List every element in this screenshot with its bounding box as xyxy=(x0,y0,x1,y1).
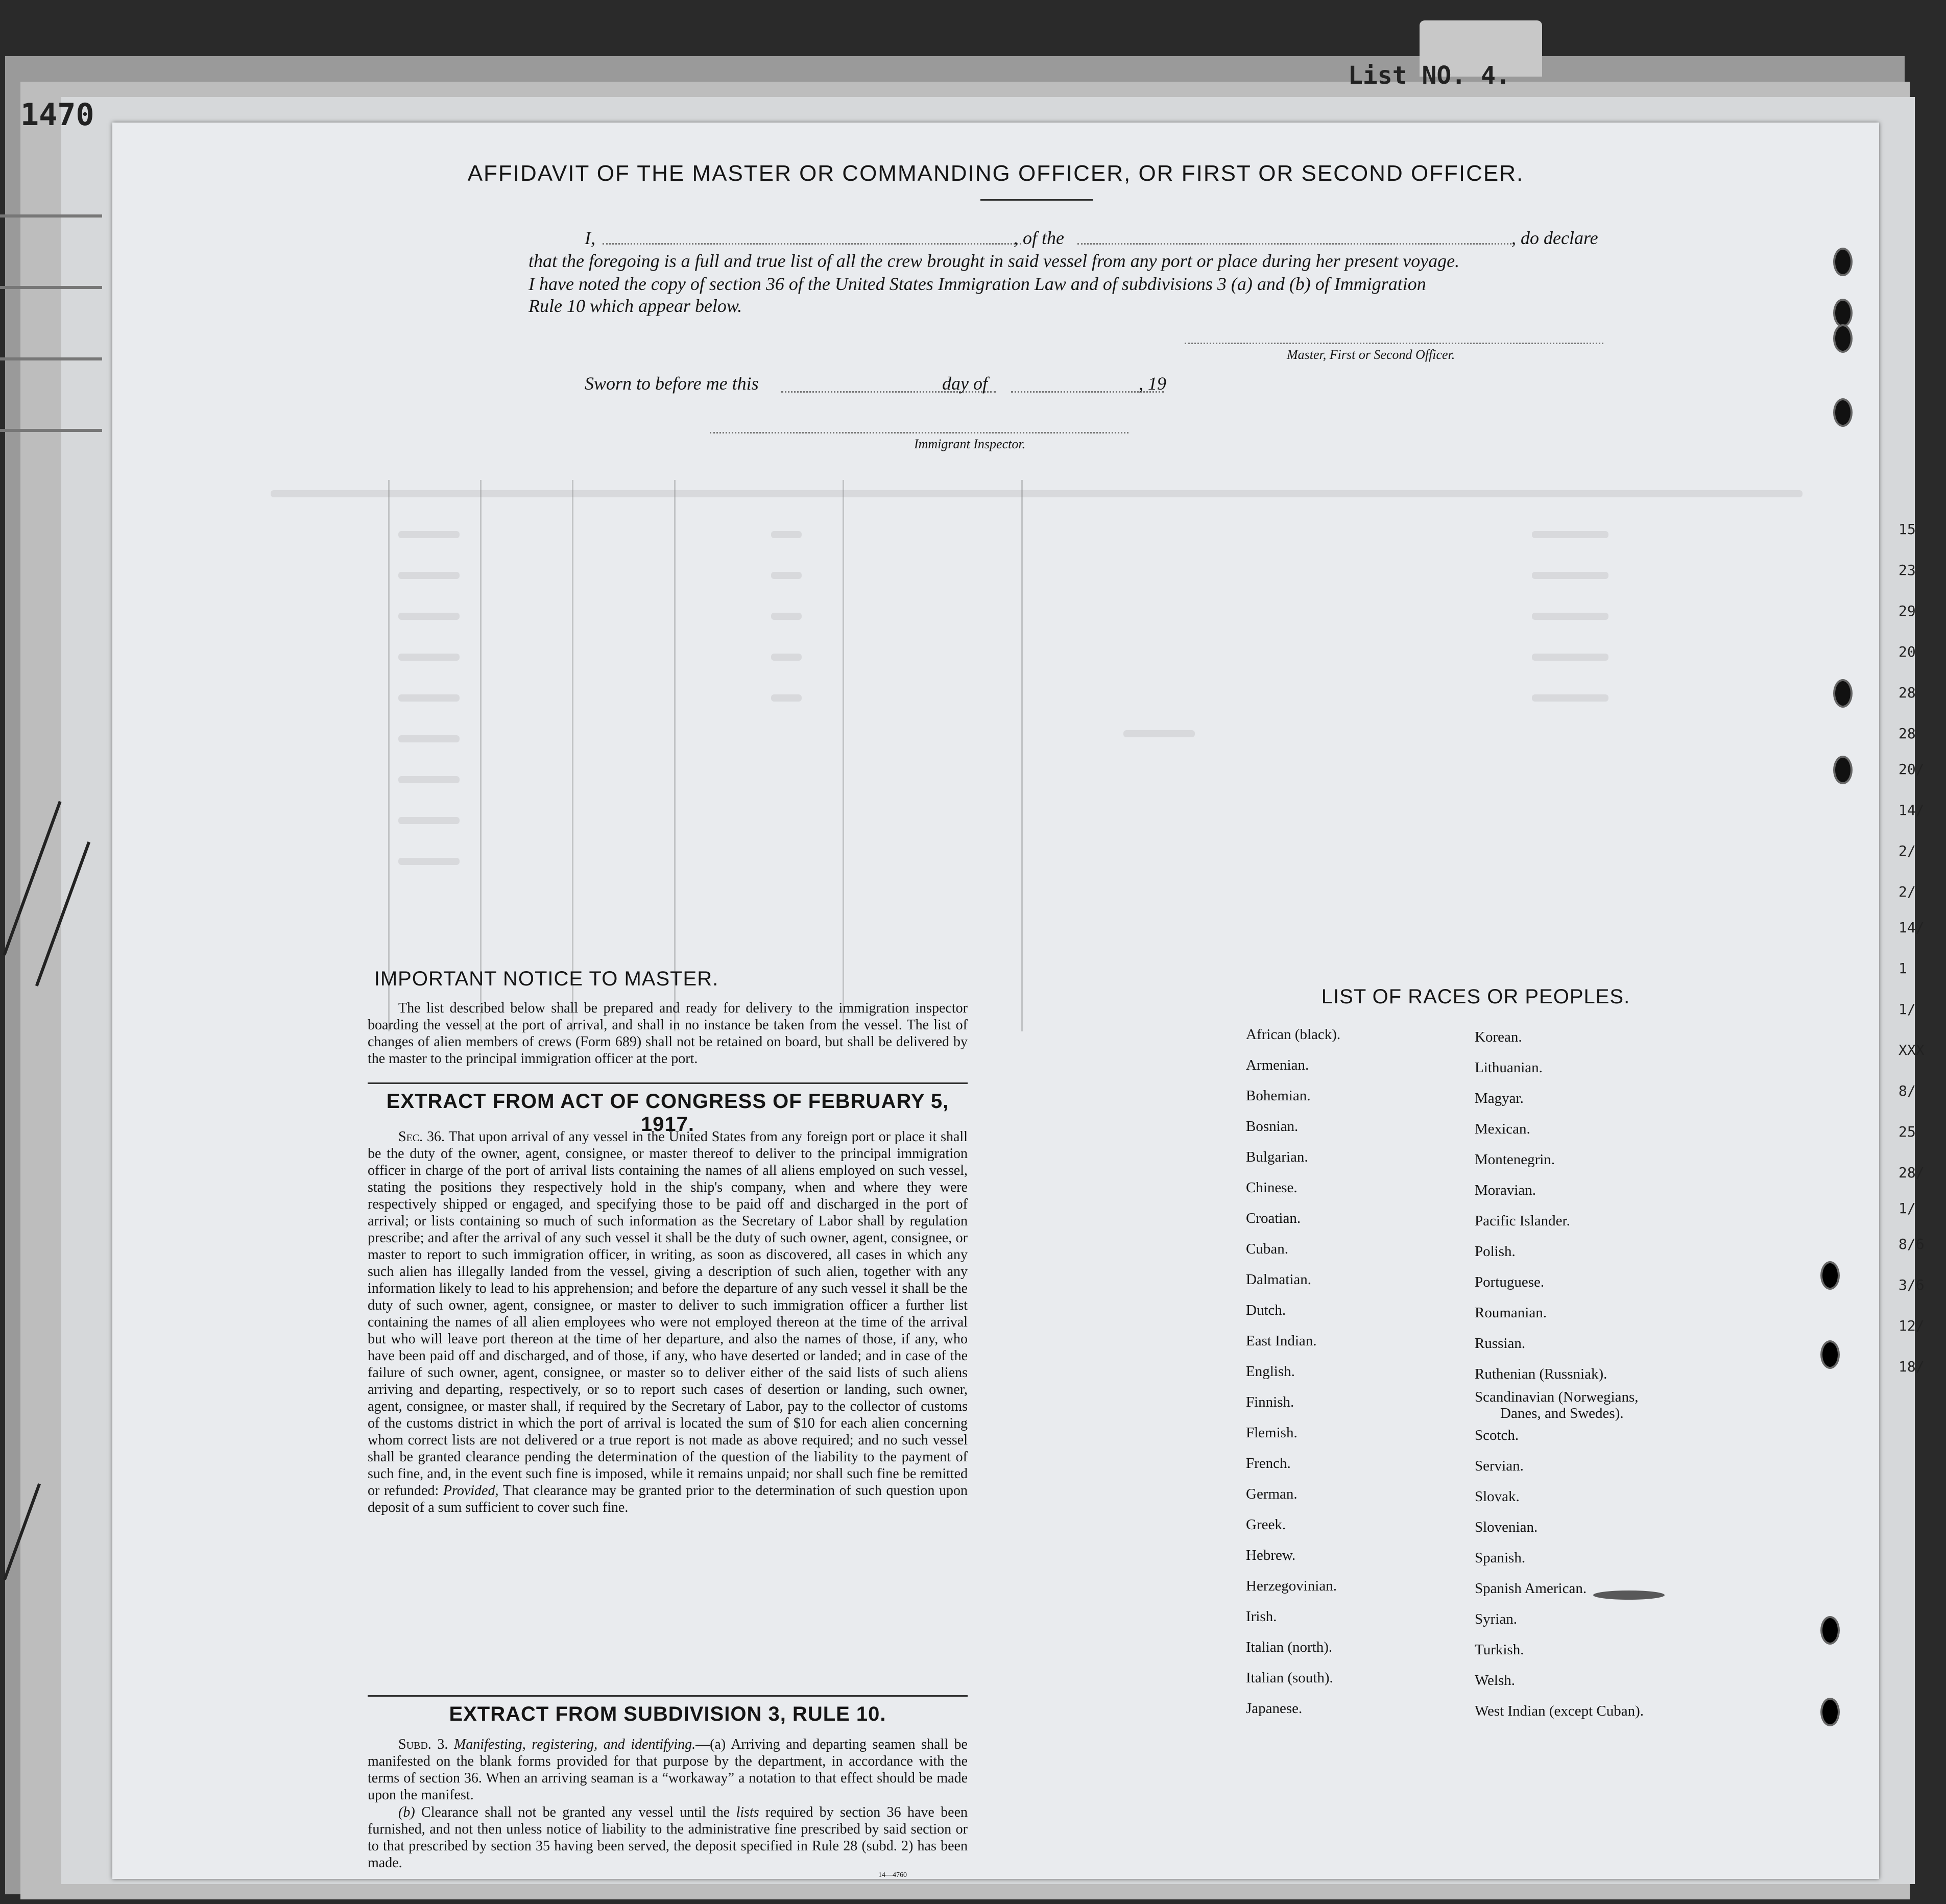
bleed-through-row xyxy=(771,531,802,538)
margin-mark: 2/ xyxy=(1899,842,1916,859)
bleed-through-row xyxy=(271,490,1803,497)
bleed-through-row xyxy=(771,613,802,620)
bleed-through-row xyxy=(771,654,802,661)
ink-smudge xyxy=(1593,1590,1665,1600)
race-right-item: Spanish. xyxy=(1475,1550,1526,1566)
name-blank xyxy=(603,243,1021,245)
race-left-item: Finnish. xyxy=(1246,1394,1294,1410)
inspector-label: Immigrant Inspector. xyxy=(914,437,1026,451)
race-right-item: Slovak. xyxy=(1475,1488,1520,1505)
margin-mark: 25 xyxy=(1899,1123,1916,1140)
margin-mark: 8/ xyxy=(1899,1082,1916,1099)
act-body-text: That upon arrival of any vessel in the United States from any foreign port or place it shall be the duty of the owner, agent, consignee, or master thereof to deliver to the principal immigration officer in charge of the port of arrival lists containing the names of all aliens employed on such vessel, stating the positions they respectively hold in the ship's company, when and where they were respectively shipped or engaged, and specifying those to be paid off and discharged in the port of arrival; or lists containing so much of such information as the Secretary of Labor shall by regulation prescribe; and after the arrival of any such vessel it shall be the duty of such owner, agent, consignee, or master to report to such immigration officer, in writing, as soon as discovered, all cases in which any such alien has illegally landed from the vessel, giving a description of such alien, together with any information likely to lead to his apprehension; and before the departure of any such vessel it shall be the duty of such owner, agent, consignee, or master to deliver to such immigration officer a further list containing the names of all alien employees who were not employed thereon at the time of the arrival but who will leave port thereon at the time of her departure, and also the names of those, if any, who have been paid off and discharged, and of those, if any, who have deserted or landed; and in case of the failure of such owner, agent, consignee, or master so to deliver either of the said lists of such aliens arriving and departing, respectively, or so to report such cases of desertion or landing, such owner, agent, consignee, or master shall, if required by the Secretary of Labor, pay to the collector of customs of the customs district in which the port of arrival is located the sum of $10 for each alien concerning whom correct lists are not delivered or a true report is not made as above required; and no such vessel shall be granted clearance pending the determination of the question of the liability to the payment of such fine, and, in the event such fine is imposed, while it remains unpaid; nor shall such fine be remitted or refunded: xyxy=(368,1129,968,1499)
para-a-text: —(a) Arriving and departing seamen shall be manifested on the blank forms provided for that purpose by the department, in accordance with the terms of section 36. When an arriving seaman is a “workaway” a notation to that effect should be made upon the manifest. xyxy=(368,1737,968,1803)
race-left-item: Greek. xyxy=(1246,1516,1286,1533)
bleed-through-row xyxy=(398,613,460,620)
bleed-through-row xyxy=(398,572,460,579)
bleed-through-row xyxy=(1532,654,1608,661)
margin-mark: 1/ xyxy=(1899,1001,1916,1018)
binder-hole xyxy=(1820,1616,1840,1645)
bleed-through-row xyxy=(1532,531,1608,538)
bleed-through-row xyxy=(398,531,460,538)
sworn-text: Sworn to before me this xyxy=(585,373,759,394)
bleed-through-row xyxy=(1123,730,1195,737)
rule-para-b xyxy=(368,1804,968,1871)
declaration-line-3: I have noted the copy of section 36 of the United States Immigration Law and of subdivisions 3 (a) and (b) of Immigration xyxy=(528,274,1426,294)
bleed-through-row xyxy=(398,776,460,783)
vessel-blank xyxy=(1077,243,1511,245)
margin-mark: 28/ xyxy=(1899,1164,1925,1181)
declaration-line-2: that the foregoing is a full and true list of all the crew brought in said vessel from any port or place during her present voyage. xyxy=(528,251,1460,271)
race-left-item: Italian (north). xyxy=(1246,1639,1333,1655)
race-right-item: Magyar. xyxy=(1475,1090,1524,1106)
margin-mark: 29 xyxy=(1899,602,1916,619)
para-b-lists: lists xyxy=(736,1804,759,1820)
race-right-item: Scotch. xyxy=(1475,1427,1519,1443)
race-right-item: Spanish American. xyxy=(1475,1580,1587,1597)
bleed-through-row xyxy=(398,694,460,702)
race-right-item: Lithuanian. xyxy=(1475,1059,1543,1076)
bleed-through-row xyxy=(1532,613,1608,620)
binder-hole xyxy=(1820,1340,1840,1369)
proviso-text: That clearance may be granted prior to the determination of such question upon deposit of a sum sufficient to cover such fine. xyxy=(368,1483,968,1515)
corner-label: 1470 xyxy=(20,97,94,133)
bleed-through-row xyxy=(398,858,460,865)
notice-title: IMPORTANT NOTICE TO MASTER. xyxy=(374,968,719,990)
race-right-item: Pacific Islander. xyxy=(1475,1213,1570,1229)
title-rule xyxy=(980,199,1093,201)
bleed-through-line xyxy=(480,480,482,1031)
race-right-item: Syrian. xyxy=(1475,1611,1517,1627)
race-left-item: Chinese. xyxy=(1246,1179,1298,1196)
sworn-day-of: day of xyxy=(942,373,988,394)
proviso-word: Provided, xyxy=(443,1483,499,1499)
para-b-start: Clearance shall not be granted any vessel until the xyxy=(421,1804,730,1820)
bleed-through-row xyxy=(398,817,460,824)
binder-hole xyxy=(1833,679,1853,708)
race-right-item: Welsh. xyxy=(1475,1672,1516,1689)
race-left-item: Cuban. xyxy=(1246,1241,1288,1257)
ledger-line xyxy=(0,357,102,360)
binder-hole xyxy=(1833,398,1853,427)
bleed-through-line xyxy=(843,480,844,1031)
race-right-item: Scandinavian (Norwegians, xyxy=(1475,1389,1639,1405)
para-b-rest: required by section 36 have been furnished, and not then unless notice of liability to the administrative fine prescribed by said section or to that prescribed by section 35 having been served, the deposit specified in Rule 28 (subd. 2) has been made. xyxy=(368,1804,968,1871)
binder-hole xyxy=(1833,324,1853,353)
race-right-item: Servian. xyxy=(1475,1458,1524,1474)
binder-hole xyxy=(1820,1261,1840,1290)
sworn-year: , 19 xyxy=(1139,373,1166,394)
subd-label: Subd. 3. xyxy=(398,1737,448,1752)
bleed-through-line xyxy=(572,480,573,1031)
race-left-item: African (black). xyxy=(1246,1026,1341,1043)
subd-heading: Manifesting, registering, and identifying. xyxy=(453,1737,696,1752)
bleed-through-line xyxy=(674,480,676,1031)
race-left-item: Japanese. xyxy=(1246,1700,1303,1717)
race-left-item: Herzegovinian. xyxy=(1246,1578,1337,1594)
race-left-item: French. xyxy=(1246,1455,1291,1472)
race-right-item: Turkish. xyxy=(1475,1642,1524,1658)
race-right-item: Danes, and Swedes). xyxy=(1500,1405,1624,1421)
margin-mark: 14/ xyxy=(1899,919,1925,936)
race-right-item: Slovenian. xyxy=(1475,1519,1538,1535)
bleed-through-row xyxy=(398,735,460,742)
bleed-through-row xyxy=(771,572,802,579)
signature-label: Master, First or Second Officer. xyxy=(1287,347,1455,362)
race-left-item: Armenian. xyxy=(1246,1057,1309,1073)
race-left-item: Flemish. xyxy=(1246,1425,1298,1441)
ledger-line xyxy=(0,286,102,289)
affidavit-title: AFFIDAVIT OF THE MASTER OR COMMANDING OFFICER, OR FIRST OR SECOND OFFICER. xyxy=(467,161,1524,186)
race-left-item: Bohemian. xyxy=(1246,1088,1311,1104)
declaration-do-declare: , do declare xyxy=(1511,228,1598,248)
section-label: Sec. 36. xyxy=(398,1129,445,1145)
bleed-through-line xyxy=(1021,480,1023,1031)
margin-mark: 1 xyxy=(1899,960,1907,977)
margin-mark: XXX xyxy=(1899,1042,1925,1058)
race-right-item: Roumanian. xyxy=(1475,1305,1547,1321)
margin-mark: 23 xyxy=(1899,562,1916,579)
section-rule xyxy=(368,1695,968,1697)
race-left-item: Bulgarian. xyxy=(1246,1149,1308,1165)
margin-mark: 14/ xyxy=(1899,802,1925,818)
inspector-blank xyxy=(710,431,1128,433)
race-right-item: Mexican. xyxy=(1475,1121,1530,1137)
race-left-item: East Indian. xyxy=(1246,1333,1317,1349)
race-right-item: Montenegrin. xyxy=(1475,1151,1555,1168)
margin-mark: 8/6 xyxy=(1899,1236,1925,1252)
ledger-line xyxy=(0,214,102,218)
race-right-item: West Indian (except Cuban). xyxy=(1475,1703,1644,1719)
margin-mark: 20 xyxy=(1899,643,1916,660)
form-number: 14—4760 xyxy=(878,1871,907,1879)
margin-mark: 1/ xyxy=(1899,1200,1916,1217)
declaration-line-4: Rule 10 which appear below. xyxy=(528,296,742,316)
para-b-label: (b) xyxy=(398,1804,415,1820)
margin-mark: 15 xyxy=(1899,521,1916,538)
rule-title: EXTRACT FROM SUBDIVISION 3, RULE 10. xyxy=(449,1703,886,1725)
margin-mark: 12/ xyxy=(1899,1317,1925,1334)
race-left-item: Italian (south). xyxy=(1246,1670,1333,1686)
act-body xyxy=(368,1128,968,1516)
binder-hole xyxy=(1833,756,1853,784)
margin-mark: 28 xyxy=(1899,725,1916,742)
binder-hole xyxy=(1820,1698,1840,1726)
race-right-item: Polish. xyxy=(1475,1243,1516,1260)
races-title: LIST OF RACES OR PEOPLES. xyxy=(1321,985,1630,1008)
race-right-item: Korean. xyxy=(1475,1029,1522,1045)
race-left-item: German. xyxy=(1246,1486,1298,1502)
bleed-through-row xyxy=(398,654,460,661)
declaration-i: I, xyxy=(585,228,595,248)
ledger-line xyxy=(0,429,102,432)
affidavit-page xyxy=(112,123,1879,1879)
margin-mark: 28 xyxy=(1899,684,1916,701)
margin-mark: 20/ xyxy=(1899,761,1925,778)
margin-mark: 3/6 xyxy=(1899,1276,1925,1293)
bleed-through-row xyxy=(1532,694,1608,702)
race-right-item: Moravian. xyxy=(1475,1182,1536,1198)
notice-body: The list described below shall be prepared and ready for delivery to the immigration inspector boarding the vessel at the port of arrival, and shall in no instance be taken from the vessel. The list of changes of alien members of crews (Form 689) shall not be retained on board, but shall be delivered by the master to the principal immigration officer at the port. xyxy=(368,1000,968,1067)
list-number-label: List NO. 4. xyxy=(1348,61,1510,90)
race-left-item: Bosnian. xyxy=(1246,1118,1299,1135)
race-right-item: Russian. xyxy=(1475,1335,1526,1352)
act-title: EXTRACT FROM ACT OF CONGRESS OF FEBRUARY 5, 1917. xyxy=(386,1090,949,1136)
bleed-through-row xyxy=(1532,572,1608,579)
margin-mark: 18/ xyxy=(1899,1358,1925,1375)
race-right-item: Ruthenian (Russniak). xyxy=(1475,1366,1607,1382)
race-left-item: Dalmatian. xyxy=(1246,1271,1312,1288)
section-rule xyxy=(368,1082,968,1084)
race-left-item: Dutch. xyxy=(1246,1302,1286,1318)
rule-para-a xyxy=(368,1736,968,1803)
race-left-item: Croatian. xyxy=(1246,1210,1301,1226)
race-left-item: Hebrew. xyxy=(1246,1547,1296,1563)
race-right-item: Portuguese. xyxy=(1475,1274,1545,1290)
binder-hole xyxy=(1833,248,1853,276)
bleed-through-row xyxy=(771,694,802,702)
binder-hole xyxy=(1833,299,1853,327)
margin-mark: 2/ xyxy=(1899,883,1916,900)
declaration-of-the: , of the xyxy=(1014,228,1064,248)
signature-blank xyxy=(1185,342,1603,344)
race-left-item: English. xyxy=(1246,1363,1295,1380)
bleed-through-line xyxy=(388,480,390,1031)
race-left-item: Irish. xyxy=(1246,1608,1277,1625)
